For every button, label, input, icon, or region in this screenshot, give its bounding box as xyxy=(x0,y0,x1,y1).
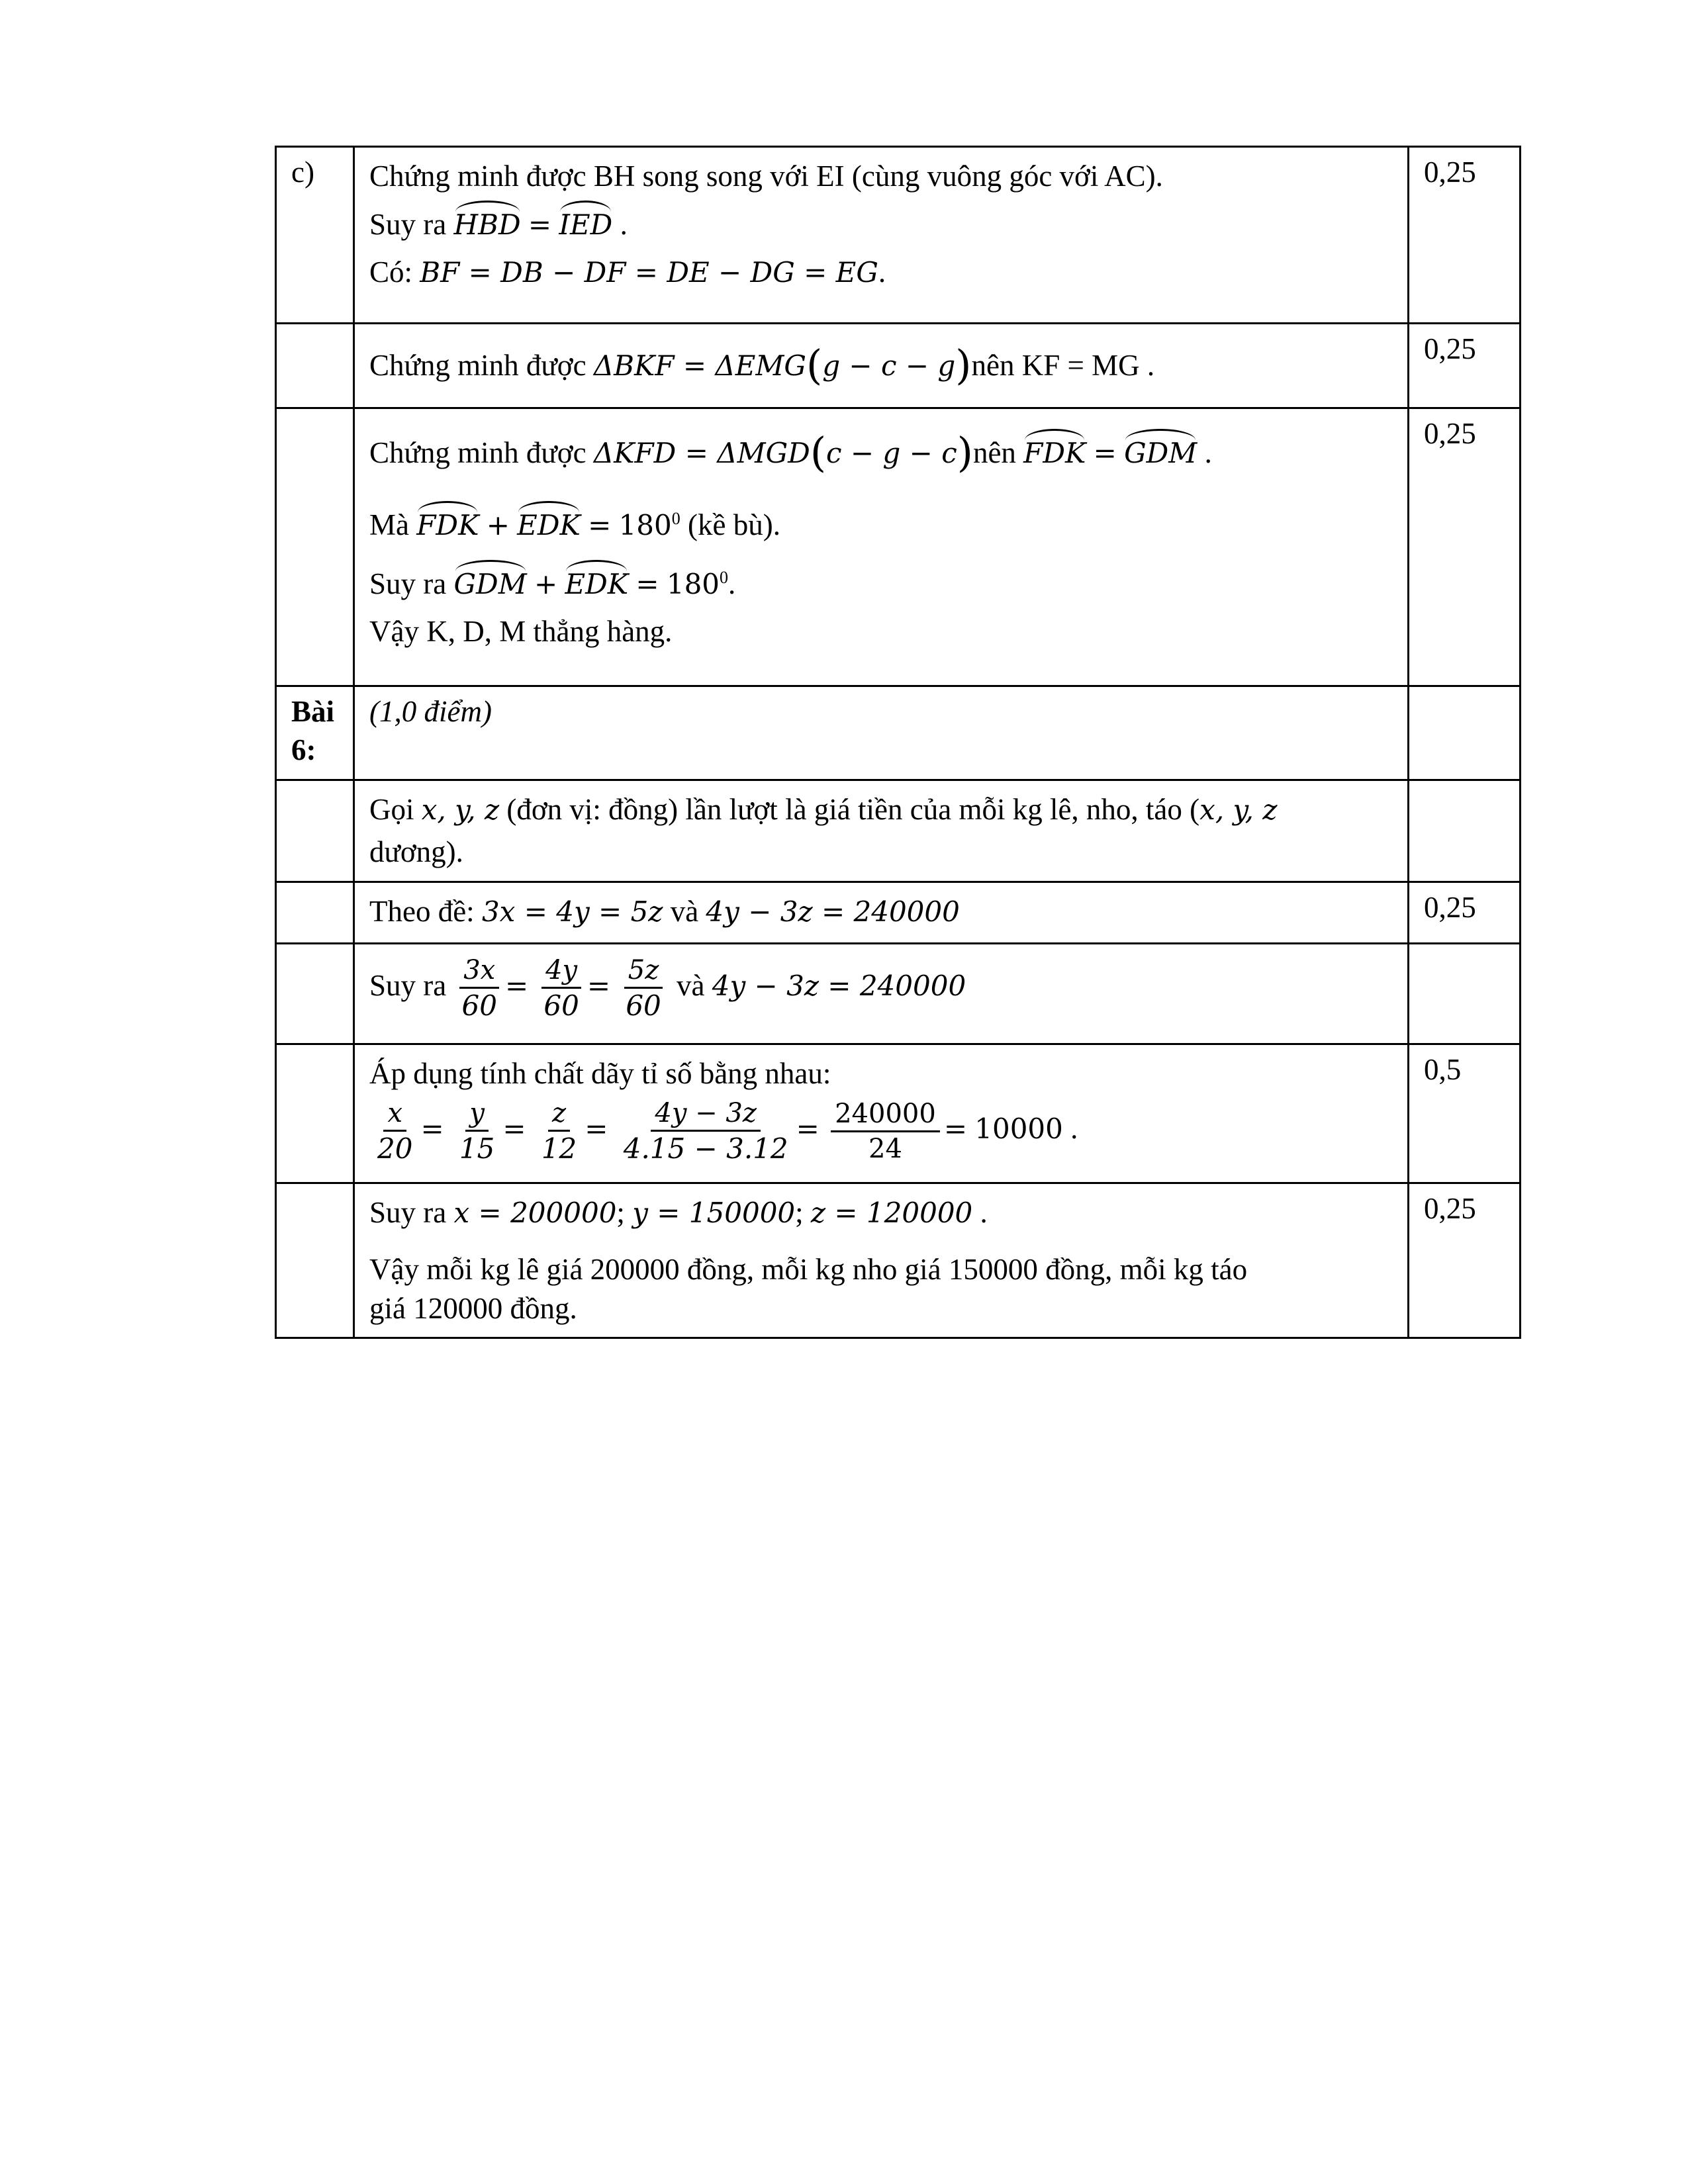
math-line: Chứng minh được ΔBKF = ΔEMG(g − c − g)nên KF = MG . xyxy=(369,341,1155,389)
angle-gdm: GDM xyxy=(1124,435,1197,472)
table-row xyxy=(276,943,1521,1044)
row-label xyxy=(276,324,354,408)
row-label xyxy=(276,1183,354,1338)
fraction: $\frac{y}{15}$ xyxy=(459,1098,495,1165)
text-line: giá 120000 đồng. xyxy=(369,1291,577,1325)
row-label xyxy=(276,1044,354,1183)
math-line: Suy ra x = 200000; y = 150000; z = 120000 . xyxy=(369,1195,988,1229)
triangle-equality: ΔKFD = ΔMGD xyxy=(593,436,810,469)
row-label xyxy=(276,408,354,686)
table-row xyxy=(276,408,1521,686)
math-line: Suy ra HBD = IED . xyxy=(369,205,1394,244)
text-line: Áp dụng tính chất dãy tỉ số bằng nhau: xyxy=(369,1056,831,1090)
row-content xyxy=(354,780,1409,882)
fraction: $\frac{4y - 3z}{4.15 - 3.12}$ xyxy=(623,1098,788,1165)
fraction: $\frac{z}{12}$ xyxy=(541,1098,577,1165)
row-content xyxy=(354,1183,1409,1338)
fraction: $\frac{x}{20}$ xyxy=(377,1098,413,1165)
score-cell: 0,25 xyxy=(1409,882,1521,943)
text-line: Chứng minh được BH song song với EI (cùng vuông góc với AC). xyxy=(369,159,1163,193)
answer-table xyxy=(275,146,1521,1339)
text-line: Vậy mỗi kg lê giá 200000 đồng, mỗi kg nho giá 150000 đồng, mỗi kg táo xyxy=(369,1253,1248,1287)
table-row xyxy=(276,882,1521,943)
row-label xyxy=(276,882,354,943)
table-row xyxy=(276,1183,1521,1338)
segment-equality: BF = DB − DF = DE − DG = EG xyxy=(420,256,878,289)
row-label xyxy=(276,780,354,882)
table-row xyxy=(276,780,1521,882)
row-label xyxy=(276,943,354,1044)
row-content xyxy=(354,1044,1409,1183)
text-line: Gọi x, y, z (đơn vị: đồng) lần lượt là giá tiền của mỗi kg lê, nho, táo (x, y, z xyxy=(369,792,1278,826)
row-content xyxy=(354,324,1409,408)
math-line: Mà FDK + EDK = $180^0$ (kề bù). xyxy=(369,506,1394,545)
score-cell xyxy=(1409,780,1521,882)
row-content: (1,0 điểm) xyxy=(354,686,1409,780)
score-cell xyxy=(1409,943,1521,1044)
math-line: $\frac{x}{20}$ = $\frac{y}{15}$ = $\frac{z}{12}$ = $\frac{4y - 3z}{4.15 - 3.12}$ = $\frac{240000}{24}$ = 10000 . xyxy=(369,1097,1394,1167)
row-content xyxy=(354,882,1409,943)
fraction: $\frac{240000}{24}$ xyxy=(831,1097,940,1165)
math-line: Theo đề: 3x = 4y = 5z và 4y − 3z = 240000 xyxy=(369,894,960,928)
table-row xyxy=(276,147,1521,324)
fraction: $\frac{5z}{60}$ xyxy=(622,954,665,1024)
score-cell: 0,25 xyxy=(1409,408,1521,686)
text-line: Vậy K, D, M thẳng hàng. xyxy=(369,615,673,649)
fraction: $\frac{3x}{60}$ xyxy=(458,954,501,1024)
score-cell: 0,25 xyxy=(1409,147,1521,324)
angle-fdk: FDK xyxy=(1023,435,1086,472)
table-row xyxy=(276,686,1521,780)
score-cell: 0,5 xyxy=(1409,1044,1521,1183)
triangle-equality: ΔBKF = ΔEMG xyxy=(593,349,806,382)
row-content xyxy=(354,408,1409,686)
table-row xyxy=(276,324,1521,408)
angle-hbd: HBD xyxy=(454,207,521,244)
row-label: c) xyxy=(276,147,354,324)
table-row xyxy=(276,1044,1521,1183)
math-line: Chứng minh được ΔKFD = ΔMGD(c − g − c)nên FDK = GDM . xyxy=(369,428,1212,477)
row-content xyxy=(354,147,1409,324)
row-label: Bài 6: xyxy=(276,686,354,780)
text-line: dương). xyxy=(369,835,463,869)
math-line: Suy ra GDM + EDK = $180^0$. xyxy=(369,565,1394,604)
score-cell: 0,25 xyxy=(1409,1183,1521,1338)
score-cell: 0,25 xyxy=(1409,324,1521,408)
score-cell xyxy=(1409,686,1521,780)
angle-ied: IED xyxy=(559,207,612,244)
row-content xyxy=(354,943,1409,1044)
math-line: Suy ra $\frac{3x}{60}$ = $\frac{4y}{60}$ = $\frac{5z}{60}$ và 4y − 3z = 240000 xyxy=(369,954,1394,1024)
math-line: Có: BF = DB − DF = DE − DG = EG. xyxy=(369,255,886,289)
fraction: $\frac{4y}{60}$ xyxy=(539,954,583,1024)
